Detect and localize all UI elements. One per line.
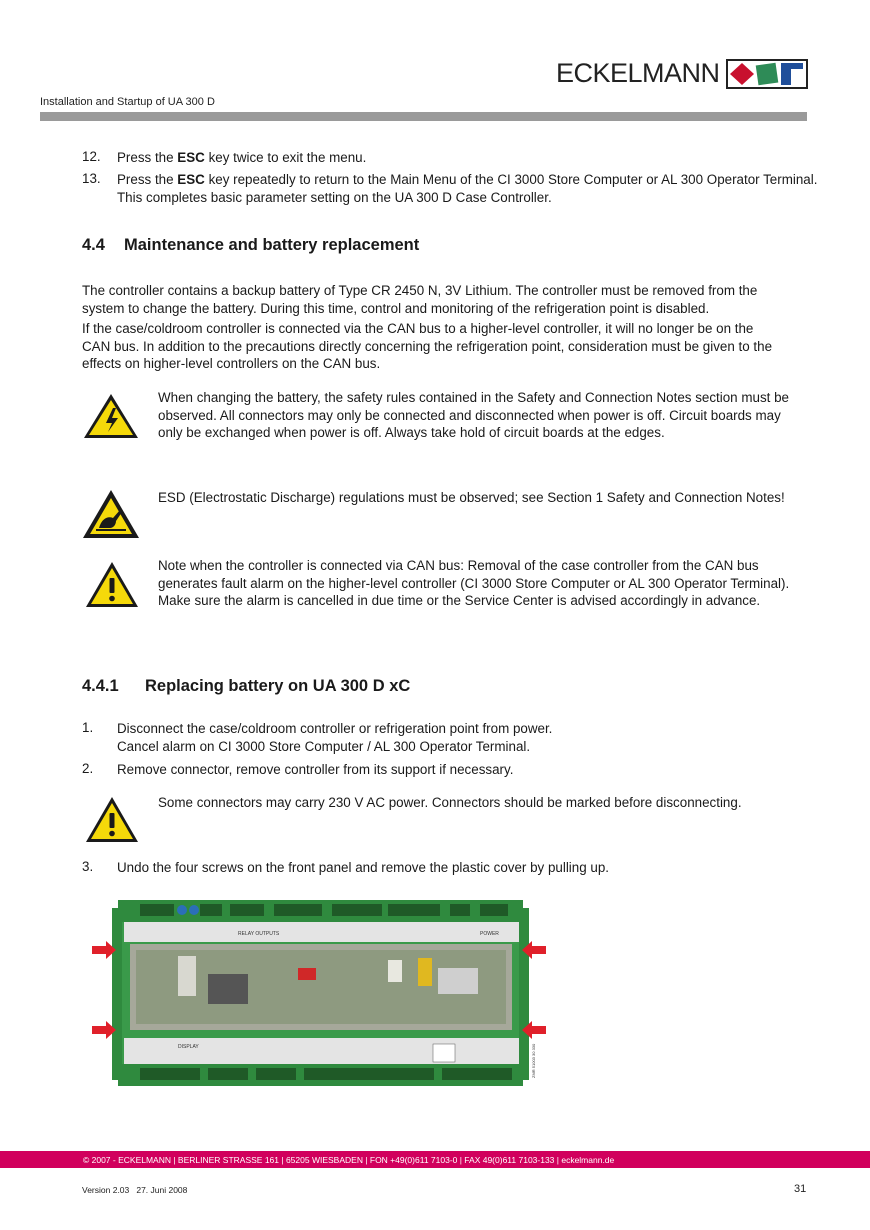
esd-warning-icon — [82, 488, 140, 540]
note-text: When changing the battery, the safety rules contained in the Safety and Connection Notes section must be observed. All connectors may only be connected and disconnected when power is off. Circuit boards may only be exchanged when power is off. Always take hold of circuit boards at the edges. — [158, 390, 789, 440]
section-title: Maintenance and battery replacement — [124, 236, 420, 254]
controller-photo — [88, 898, 550, 1090]
high-voltage-warning-icon — [82, 392, 140, 440]
general-warning-icon — [84, 560, 140, 610]
document-header-title: Installation and Startup of UA 300 D — [40, 96, 215, 108]
general-warning-icon — [84, 795, 140, 845]
step-text: Press the ESC key repeatedly to return to the Main Menu of the CI 3000 Store Computer or AL 300 Operator Terminal. This completes basic parameter setting on the UA 300 D Case Controller. — [117, 172, 818, 205]
step-number: 13. — [82, 171, 101, 186]
logo-mark-icon — [726, 59, 808, 89]
photo-label: RELAY OUTPUTS — [238, 931, 280, 937]
photo-label: DISPLAY — [178, 1044, 199, 1050]
eckelmann-logo — [556, 58, 808, 89]
step-text: Disconnect the case/coldroom controller or refrigeration point from power. — [117, 721, 553, 736]
step-number: 3. — [82, 859, 94, 874]
step-number: 1. — [82, 720, 94, 735]
photo-side-label: ZMR 51003 30 330 — [531, 1043, 536, 1078]
step-text: Undo the four screws on the front panel and remove the plastic cover by pulling up. — [117, 860, 610, 875]
page-number: 31 — [794, 1183, 807, 1195]
subsection-number: 4.4.1 — [82, 677, 119, 695]
subsection-title: Replacing battery on UA 300 D xC — [145, 677, 411, 695]
step-number: 2. — [82, 761, 94, 776]
warning-text: Some connectors may carry 230 V AC power. Connectors should be marked before disconnecting. — [158, 795, 742, 810]
paragraph: The controller contains a backup battery of Type CR 2450 N, 3V Lithium. The controller must be removed from the system to change the battery. During this time, control and monitoring of the refrigeration point is disabled. — [82, 283, 758, 316]
footer-version: Version 2.03 27. Juni 2008 — [82, 1185, 188, 1195]
paragraph: If the case/coldroom controller is connected via the CAN bus to a higher-level controller, it will no longer be on the CAN bus. In addition to the precautions directly concerning the refrigeration point, consideration must be given to the effects on higher-level controllers on the CAN bus. — [82, 321, 773, 371]
section-number: 4.4 — [82, 236, 105, 254]
logo-text: ECKELMANN — [556, 58, 720, 88]
header-rule — [40, 112, 807, 121]
note-text: Note when the controller is connected via CAN bus: Removal of the case controller from the CAN bus generates fault alarm on the higher-level controller (CI 3000 Store Computer or AL 300 Operator Terminal). Make sure the alarm is cancelled in due time or the Service Center is advised accordingly in advance. — [158, 558, 790, 608]
step-text: Cancel alarm on CI 3000 Store Computer / AL 300 Operator Terminal. — [117, 739, 531, 754]
step-text: Press the ESC key twice to exit the menu. — [117, 150, 367, 165]
photo-label: POWER — [480, 931, 499, 937]
footer-address: © 2007 - ECKELMANN | BERLINER STRASSE 161 | 65205 WIESBADEN | FON +49(0)611 7103-0 | FAX 49(0)611 7103-133 | eckelmann.de — [83, 1155, 615, 1165]
note-text: ESD (Electrostatic Discharge) regulations must be observed; see Section 1 Safety and Connection Notes! — [158, 490, 785, 505]
step-number: 12. — [82, 149, 101, 164]
step-text: Remove connector, remove controller from its support if necessary. — [117, 762, 514, 777]
